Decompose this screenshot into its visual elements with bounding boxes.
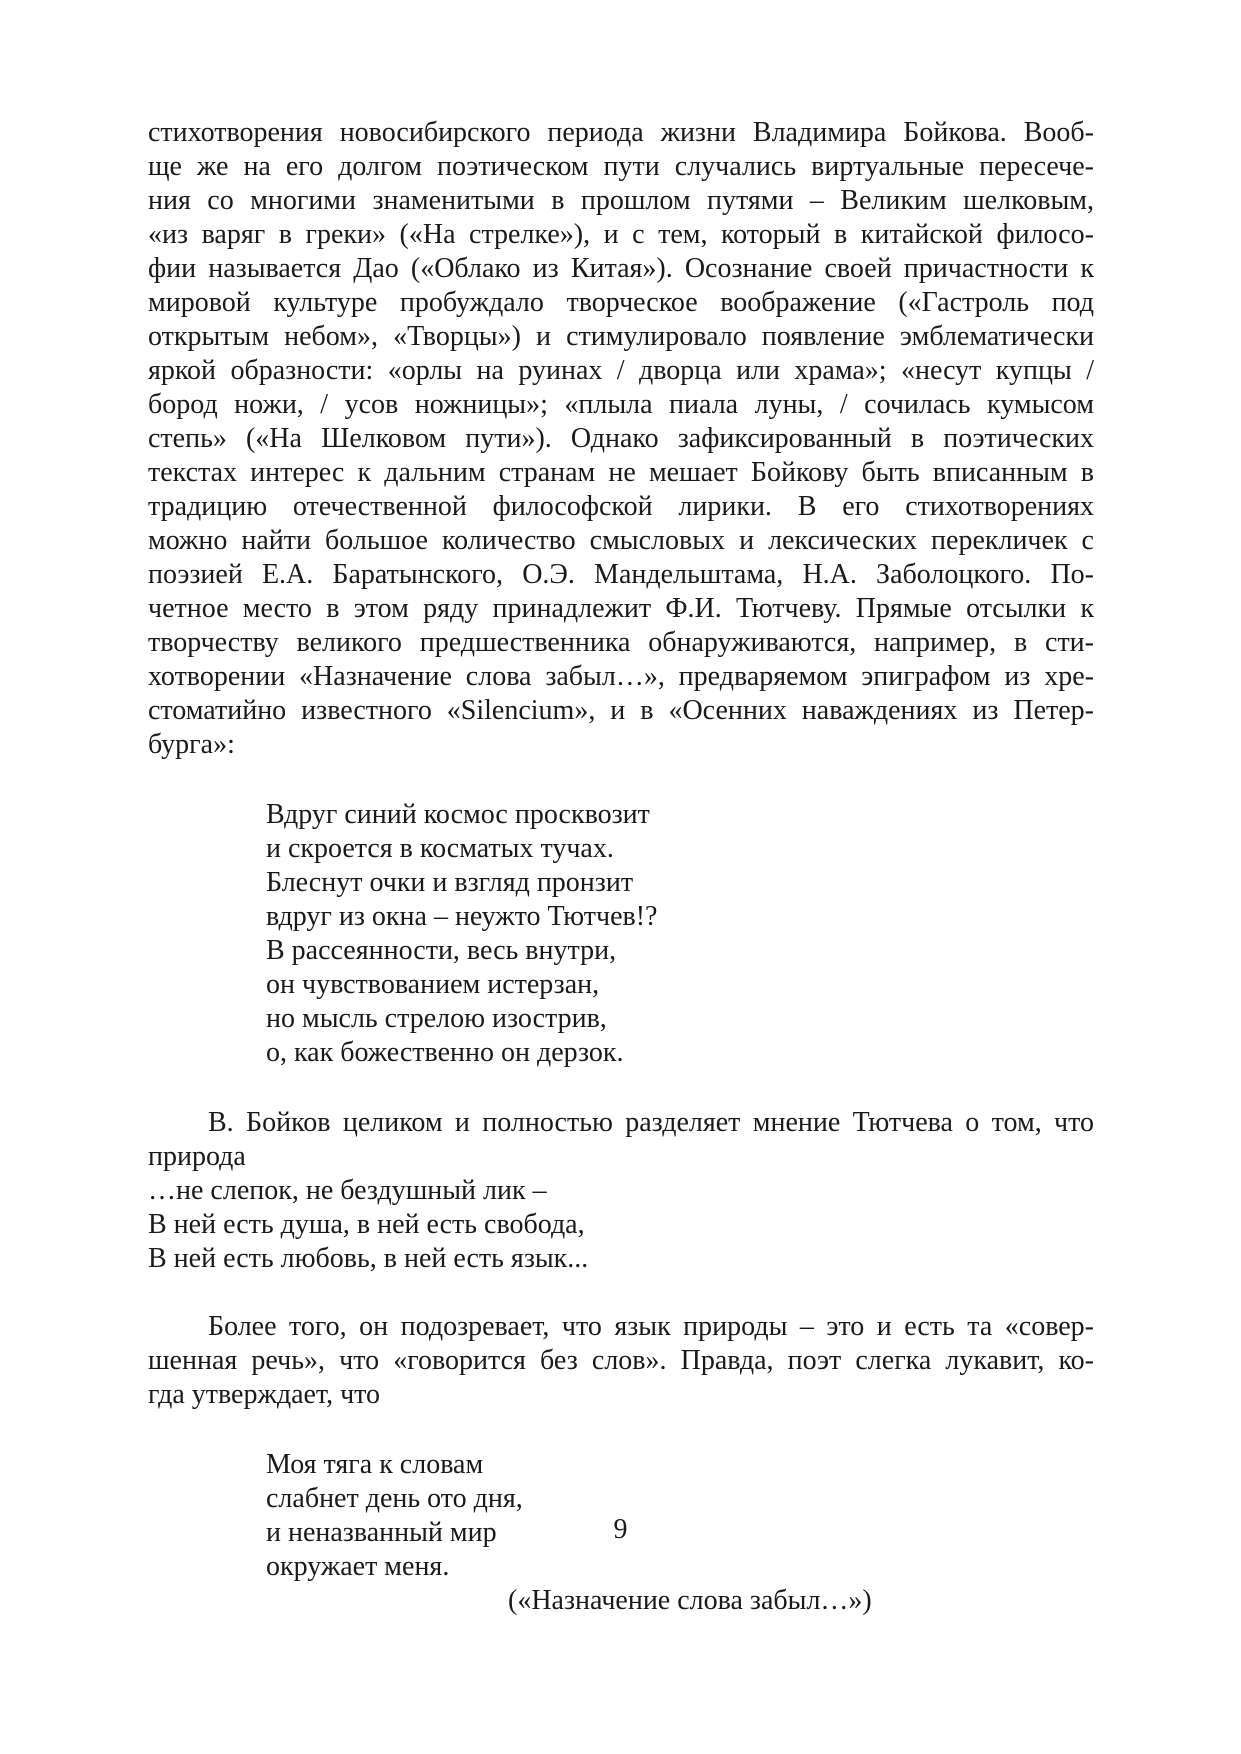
text-line: фии называется Дао («Облако из Китая»). Осознание своей причастности к [148,253,1094,284]
poem-line: Моя тяга к словам [266,1449,484,1480]
poem-excerpt-1 [266,798,1094,1070]
text-line: яркой образности: «орлы на руинах / дворца или храма»; «несут купцы / [148,355,1094,386]
poem-line: и неназванный мир [266,1517,497,1548]
text-line: гда утверждает, что [148,1379,381,1410]
text-line: текстах интерес к дальним странам не мешает Бойкову быть вписанным в [148,457,1094,488]
quote-line: …не слепок, не бездушный лик – [148,1175,547,1206]
text-line: степь» («На Шелковом пути»). Однако зафиксированный в поэтических [148,423,1094,454]
text-line: хотворении «Назначение слова забыл…», предваряемом эпиграфом из хре- [148,661,1094,692]
text-line: можно найти большое количество смысловых и лексических перекличек с [148,525,1094,556]
poem-line: он чувствованием истерзан, [266,969,600,1000]
page-number: 9 [613,1514,628,1545]
poem-line: и скроется в косматых тучах. [266,833,614,864]
text-line: ния со многими знаменитыми в прошлом путями – Великим шелковым, [148,185,1094,216]
text-line: В. Бойков целиком и полностью разделяет мнение Тютчева о том, что [208,1107,1094,1138]
text-line: открытым небом», «Творцы») и стимулировало появление эмблематически [148,321,1094,352]
poem-line: вдруг из окна – неужто Тютчев!? [266,901,658,932]
text-line: стоматийно известного «Silencium», и в «Осенних наваждениях из Петер- [148,695,1094,726]
poem-line: В рассеянности, весь внутри, [266,935,617,966]
text-line: «из варяг в греки» («На стрелке»), и с тем, который в китайской филосо- [148,219,1094,250]
text-line: природа [148,1141,246,1172]
text-line: бурга»: [148,729,235,760]
text-line: бород ножи, / усов ножницы»; «плыла пиала луны, / сочилась кумысом [148,389,1094,420]
text-line: поэзией Е.А. Баратынского, О.Э. Мандельштама, Н.А. Заболоцкого. По- [148,559,1094,590]
text-line: ще же на его долгом поэтическом пути случались виртуальные пересече- [148,151,1094,182]
poem-line: но мысль стрелою изострив, [266,1003,607,1034]
paragraph-2 [148,1106,1094,1174]
paragraph-3 [148,1310,1094,1412]
text-line: творчеству великого предшественника обнаруживаются, например, в сти- [148,627,1094,658]
quote-line: В ней есть любовь, в ней есть язык... [148,1243,589,1274]
document-page [148,116,1094,1618]
text-line: мировой культуре пробуждало творческое воображение («Гастроль под [148,287,1094,318]
text-line: шенная речь», что «говорится без слов». Правда, поэт слегка лукавит, ко- [148,1345,1094,1376]
tyutchev-quote [148,1174,1094,1276]
poem-line: слабнет день ото дня, [266,1483,523,1514]
text-line: традицию отечественной философской лирики. В его стихотворениях [148,491,1094,522]
poem-line: Блеснут очки и взгляд пронзит [266,867,634,898]
poem-line: о, как божественно он дерзок. [266,1037,624,1068]
text-line: стихотворения новосибирского периода жизни Владимира Бойкова. Вооб- [148,117,1094,148]
poem-line: окружает меня. [266,1551,450,1582]
text-line: четное место в этом ряду принадлежит Ф.И. Тютчеву. Прямые отсылки к [148,593,1094,624]
quote-line: В ней есть душа, в ней есть свобода, [148,1209,585,1240]
paragraph-1 [148,116,1094,762]
poem-attribution: («Назначение слова забыл…») [508,1585,872,1616]
text-line: Более того, он подозревает, что язык природы – это и есть та «совер- [208,1311,1094,1342]
poem-line: Вдруг синий космос просквозит [266,799,650,830]
